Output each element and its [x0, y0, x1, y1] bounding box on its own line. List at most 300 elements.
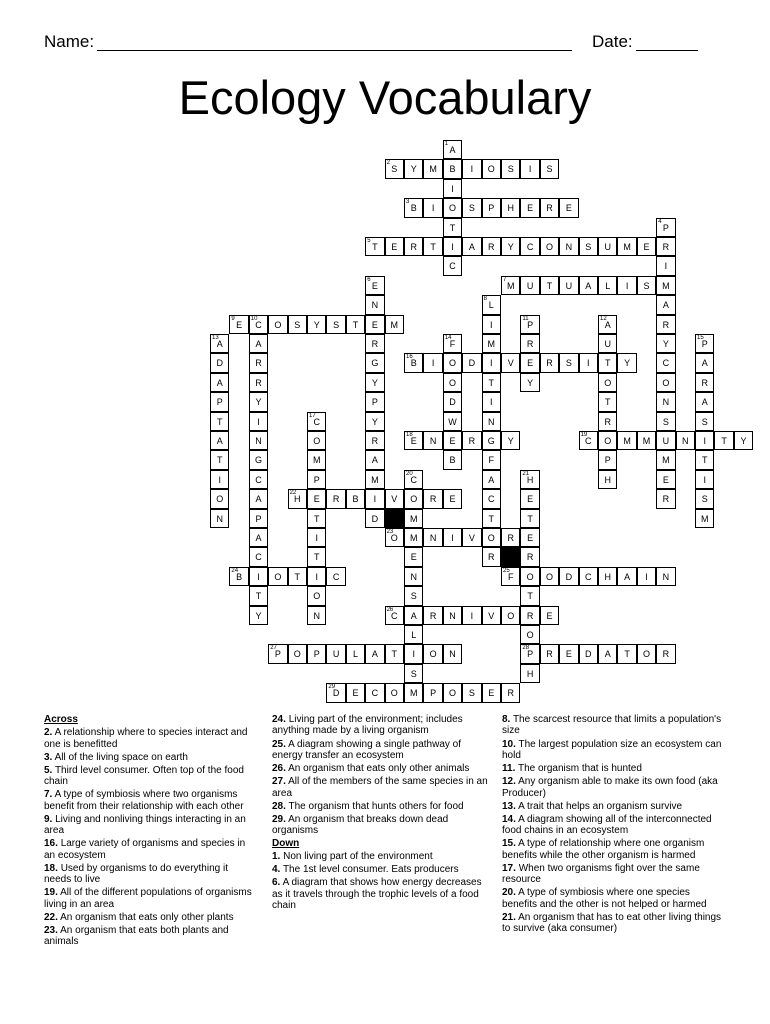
grid-cell[interactable] [598, 470, 617, 489]
cell-letter: M [623, 242, 631, 252]
grid-cell[interactable] [404, 431, 423, 450]
grid-cell[interactable] [520, 586, 539, 605]
grid-cell[interactable] [656, 489, 675, 508]
cell-letter: F [507, 571, 514, 582]
grid-cell[interactable] [598, 334, 617, 353]
grid-cell[interactable] [423, 353, 442, 372]
grid-cell[interactable] [462, 353, 481, 372]
clue-number: 7 [503, 276, 507, 283]
grid-cell[interactable] [307, 412, 326, 431]
grid-cell[interactable] [482, 315, 501, 334]
grid-cell[interactable] [520, 606, 539, 625]
grid-cell[interactable] [598, 644, 617, 663]
grid-cell[interactable] [540, 644, 559, 663]
grid-cell[interactable] [443, 140, 462, 159]
grid-cell[interactable] [695, 392, 714, 411]
grid-cell[interactable] [326, 644, 345, 663]
cell-letter: G [371, 358, 379, 369]
grid-cell[interactable] [423, 683, 442, 702]
grid-cell[interactable] [501, 528, 520, 547]
grid-cell[interactable] [307, 470, 326, 489]
grid-cell[interactable] [365, 276, 384, 295]
grid-cell[interactable] [501, 683, 520, 702]
grid-cell[interactable] [249, 412, 268, 431]
grid-cell[interactable] [346, 683, 365, 702]
grid-cell[interactable] [482, 198, 501, 217]
grid-cell[interactable] [462, 198, 481, 217]
grid-cell[interactable] [249, 606, 268, 625]
grid-cell[interactable] [288, 567, 307, 586]
grid-cell[interactable] [482, 412, 501, 431]
grid-cell[interactable] [462, 683, 481, 702]
grid-cell[interactable] [598, 237, 617, 256]
grid-cell[interactable] [637, 431, 656, 450]
grid-cell[interactable] [404, 586, 423, 605]
grid-cell[interactable] [404, 567, 423, 586]
grid-cell[interactable] [365, 683, 384, 702]
grid-cell[interactable] [443, 392, 462, 411]
cell-letter: O [487, 533, 495, 543]
grid-cell[interactable] [385, 159, 404, 178]
clue-number: 3 [406, 199, 410, 206]
grid-cell[interactable] [249, 373, 268, 392]
grid-cell[interactable] [617, 237, 636, 256]
grid-cell[interactable] [229, 567, 248, 586]
grid-cell[interactable] [210, 392, 229, 411]
grid-cell[interactable] [365, 489, 384, 508]
grid-cell[interactable] [482, 237, 501, 256]
grid-cell[interactable] [520, 276, 539, 295]
grid-cell[interactable] [559, 353, 578, 372]
grid-cell[interactable] [520, 353, 539, 372]
grid-cell[interactable] [656, 256, 675, 275]
cell-letter: I [257, 416, 260, 427]
grid-cell[interactable] [579, 237, 598, 256]
cell-letter: T [527, 513, 533, 524]
grid-cell[interactable] [249, 489, 268, 508]
cell-letter: V [507, 358, 514, 369]
grid-cell[interactable] [598, 450, 617, 469]
grid-cell[interactable] [656, 567, 675, 586]
grid-cell[interactable] [423, 489, 442, 508]
grid-cell[interactable] [598, 353, 617, 372]
grid-cell[interactable] [695, 373, 714, 392]
grid-cell[interactable] [482, 606, 501, 625]
grid-cell[interactable] [482, 295, 501, 314]
grid-cell[interactable] [462, 159, 481, 178]
grid-cell[interactable] [404, 664, 423, 683]
cell-letter: A [255, 533, 262, 543]
grid-cell[interactable] [404, 683, 423, 702]
grid-cell[interactable] [307, 509, 326, 528]
grid-cell[interactable] [462, 237, 481, 256]
grid-cell[interactable] [307, 315, 326, 334]
grid-cell[interactable] [443, 606, 462, 625]
grid-cell[interactable] [210, 489, 229, 508]
grid-cell[interactable] [501, 198, 520, 217]
cell-letter: R [701, 377, 708, 388]
grid-cell[interactable] [520, 470, 539, 489]
grid-cell[interactable] [656, 470, 675, 489]
grid-cell[interactable] [656, 431, 675, 450]
grid-cell[interactable] [637, 276, 656, 295]
grid-cell[interactable] [307, 489, 326, 508]
cell-letter: H [604, 571, 611, 582]
grid-cell[interactable] [501, 606, 520, 625]
grid-cell[interactable] [656, 644, 675, 663]
grid-cell[interactable] [307, 644, 326, 663]
cell-letter: C [255, 474, 262, 485]
cell-letter: D [468, 358, 476, 369]
cell-letter: O [390, 688, 398, 699]
cell-letter: L [605, 280, 611, 291]
black-square [501, 547, 520, 566]
grid-cell[interactable] [520, 198, 539, 217]
grid-cell[interactable] [404, 509, 423, 528]
grid-cell[interactable] [365, 431, 384, 450]
grid-cell[interactable] [656, 392, 675, 411]
grid-cell[interactable] [385, 489, 404, 508]
grid-cell[interactable] [210, 353, 229, 372]
grid-cell[interactable] [210, 431, 229, 450]
grid-cell[interactable] [249, 528, 268, 547]
cell-letter: E [371, 280, 378, 291]
grid-cell[interactable] [404, 159, 423, 178]
grid-cell[interactable] [210, 470, 229, 489]
grid-cell[interactable] [346, 644, 365, 663]
grid-cell[interactable] [695, 489, 714, 508]
grid-cell[interactable] [559, 198, 578, 217]
grid-cell[interactable] [365, 450, 384, 469]
grid-cell[interactable] [520, 373, 539, 392]
grid-cell[interactable] [656, 353, 675, 372]
grid-cell[interactable] [443, 431, 462, 450]
grid-cell[interactable] [346, 315, 365, 334]
grid-cell[interactable] [482, 159, 501, 178]
grid-cell[interactable] [579, 276, 598, 295]
grid-cell[interactable] [520, 315, 539, 334]
grid-cell[interactable] [307, 606, 326, 625]
grid-cell[interactable] [656, 276, 675, 295]
cell-letter: N [565, 242, 573, 252]
grid-cell[interactable] [540, 567, 559, 586]
grid-cell[interactable] [249, 392, 268, 411]
grid-cell[interactable] [288, 644, 307, 663]
grid-cell[interactable] [423, 606, 442, 625]
grid-cell[interactable] [520, 489, 539, 508]
grid-cell[interactable] [288, 315, 307, 334]
grid-cell[interactable] [346, 489, 365, 508]
grid-cell[interactable] [288, 489, 307, 508]
grid-cell[interactable] [423, 431, 442, 450]
grid-cell[interactable] [579, 567, 598, 586]
grid-cell[interactable] [443, 528, 462, 547]
grid-cell[interactable] [617, 567, 636, 586]
grid-cell[interactable] [540, 606, 559, 625]
cell-letter: U [604, 242, 611, 252]
grid-cell[interactable] [501, 567, 520, 586]
grid-cell[interactable] [326, 315, 345, 334]
grid-cell[interactable] [365, 470, 384, 489]
grid-cell[interactable] [443, 256, 462, 275]
grid-cell[interactable] [714, 431, 733, 450]
grid-cell[interactable] [598, 567, 617, 586]
grid-cell[interactable] [326, 489, 345, 508]
grid-cell[interactable] [249, 334, 268, 353]
cell-letter: I [625, 280, 629, 291]
grid-cell[interactable] [617, 644, 636, 663]
grid-cell[interactable] [385, 315, 404, 334]
grid-cell[interactable] [579, 353, 598, 372]
grid-cell[interactable] [482, 489, 501, 508]
grid-cell[interactable] [520, 644, 539, 663]
grid-cell[interactable] [268, 644, 287, 663]
grid-cell[interactable] [501, 431, 520, 450]
clue-number: 4 [658, 218, 662, 225]
grid-cell[interactable] [734, 431, 753, 450]
grid-cell[interactable] [501, 159, 520, 178]
cell-letter: R [546, 649, 553, 660]
grid-cell[interactable] [307, 450, 326, 469]
grid-cell[interactable] [268, 315, 287, 334]
grid-cell[interactable] [385, 528, 404, 547]
grid-cell[interactable] [443, 412, 462, 431]
grid-cell[interactable] [520, 664, 539, 683]
grid-cell[interactable] [326, 683, 345, 702]
grid-cell[interactable] [579, 431, 598, 450]
grid-cell[interactable] [501, 237, 520, 256]
grid-cell[interactable] [482, 509, 501, 528]
grid-cell[interactable] [695, 334, 714, 353]
grid-cell[interactable] [210, 373, 229, 392]
grid-cell[interactable] [637, 644, 656, 663]
grid-cell[interactable] [326, 567, 345, 586]
grid-cell[interactable] [540, 353, 559, 372]
grid-cell[interactable] [365, 644, 384, 663]
grid-cell[interactable] [385, 606, 404, 625]
grid-cell[interactable] [482, 450, 501, 469]
grid-cell[interactable] [520, 237, 539, 256]
grid-cell[interactable] [482, 470, 501, 489]
grid-cell[interactable] [540, 276, 559, 295]
grid-cell[interactable] [404, 547, 423, 566]
grid-cell[interactable] [540, 237, 559, 256]
grid-cell[interactable] [365, 509, 384, 528]
grid-cell[interactable] [559, 276, 578, 295]
grid-cell[interactable] [443, 334, 462, 353]
grid-cell[interactable] [365, 295, 384, 314]
grid-cell[interactable] [443, 237, 462, 256]
grid-cell[interactable] [404, 198, 423, 217]
grid-cell[interactable] [598, 392, 617, 411]
clue-number: 19 [580, 432, 588, 438]
grid-cell[interactable] [385, 644, 404, 663]
grid-cell[interactable] [520, 528, 539, 547]
grid-cell[interactable] [520, 509, 539, 528]
cell-letter: A [255, 339, 262, 349]
grid-cell[interactable] [482, 373, 501, 392]
grid-cell[interactable] [695, 431, 714, 450]
grid-cell[interactable] [656, 315, 675, 334]
grid-cell[interactable] [423, 159, 442, 178]
grid-cell[interactable] [443, 353, 462, 372]
clue-down-6: 6. A diagram that shows how energy decreases as it travels through the trophic levels of a food chain [272, 877, 482, 912]
grid-cell[interactable] [520, 159, 539, 178]
grid-cell[interactable] [443, 179, 462, 198]
grid-cell[interactable] [249, 450, 268, 469]
grid-cell[interactable] [210, 450, 229, 469]
grid-cell[interactable] [423, 237, 442, 256]
grid-cell[interactable] [404, 237, 423, 256]
grid-cell[interactable] [656, 295, 675, 314]
cell-letter: A [371, 455, 378, 466]
clue-across-29: 29. An organism that breaks down dead organisms [272, 813, 449, 837]
cell-letter: B [236, 571, 243, 582]
grid-cell[interactable] [598, 315, 617, 334]
cell-letter: S [565, 358, 572, 369]
grid-cell[interactable] [365, 334, 384, 353]
grid-cell[interactable] [249, 509, 268, 528]
grid-cell[interactable] [579, 644, 598, 663]
grid-cell[interactable] [482, 353, 501, 372]
cell-letter: C [255, 552, 262, 563]
grid-cell[interactable] [365, 392, 384, 411]
grid-cell[interactable] [540, 159, 559, 178]
cell-letter: E [546, 610, 553, 621]
grid-cell[interactable] [385, 683, 404, 702]
grid-cell[interactable] [404, 606, 423, 625]
grid-cell[interactable] [404, 353, 423, 372]
grid-cell[interactable] [404, 489, 423, 508]
grid-cell[interactable] [482, 547, 501, 566]
grid-cell[interactable] [249, 315, 268, 334]
grid-cell[interactable] [307, 547, 326, 566]
grid-cell[interactable] [307, 586, 326, 605]
grid-cell[interactable] [617, 353, 636, 372]
clue-number: 16 [406, 354, 413, 361]
grid-cell[interactable] [482, 528, 501, 547]
grid-cell[interactable] [656, 450, 675, 469]
grid-cell[interactable] [462, 606, 481, 625]
grid-cell[interactable] [520, 334, 539, 353]
grid-cell[interactable] [520, 547, 539, 566]
grid-cell[interactable] [676, 431, 695, 450]
cell-letter: A [604, 649, 611, 660]
grid-cell[interactable] [559, 644, 578, 663]
grid-cell[interactable] [656, 334, 675, 353]
grid-cell[interactable] [695, 412, 714, 431]
grid-cell[interactable] [423, 644, 442, 663]
cell-letter: O [274, 571, 282, 582]
grid-cell[interactable] [443, 198, 462, 217]
cell-letter: V [468, 533, 475, 543]
grid-cell[interactable] [443, 644, 462, 663]
grid-cell[interactable] [617, 276, 636, 295]
grid-cell[interactable] [229, 315, 248, 334]
grid-cell[interactable] [559, 237, 578, 256]
grid-cell[interactable] [404, 625, 423, 644]
grid-cell[interactable] [249, 567, 268, 586]
grid-cell[interactable] [656, 373, 675, 392]
grid-cell[interactable] [482, 334, 501, 353]
grid-cell[interactable] [365, 412, 384, 431]
grid-cell[interactable] [637, 237, 656, 256]
cell-letter: O [410, 494, 418, 505]
grid-cell[interactable] [656, 412, 675, 431]
grid-cell[interactable] [365, 373, 384, 392]
grid-cell[interactable] [210, 412, 229, 431]
grid-cell[interactable] [598, 276, 617, 295]
grid-cell[interactable] [540, 198, 559, 217]
grid-cell[interactable] [520, 625, 539, 644]
grid-cell[interactable] [443, 218, 462, 237]
grid-cell[interactable] [462, 528, 481, 547]
grid-cell[interactable] [423, 528, 442, 547]
grid-cell[interactable] [443, 450, 462, 469]
grid-cell[interactable] [598, 431, 617, 450]
grid-cell[interactable] [365, 315, 384, 334]
grid-cell[interactable] [482, 683, 501, 702]
grid-cell[interactable] [249, 353, 268, 372]
grid-cell[interactable] [559, 567, 578, 586]
cell-letter: U [662, 436, 670, 446]
grid-cell[interactable] [423, 198, 442, 217]
grid-cell[interactable] [482, 392, 501, 411]
grid-cell[interactable] [249, 431, 268, 450]
cell-letter: S [333, 319, 340, 330]
grid-cell[interactable] [656, 218, 675, 237]
grid-cell[interactable] [443, 159, 462, 178]
cell-letter: I [412, 649, 415, 660]
grid-cell[interactable] [482, 431, 501, 450]
grid-cell[interactable] [249, 470, 268, 489]
grid-cell[interactable] [598, 412, 617, 431]
grid-cell[interactable] [307, 431, 326, 450]
grid-cell[interactable] [385, 237, 404, 256]
grid-cell[interactable] [307, 528, 326, 547]
grid-cell[interactable] [365, 353, 384, 372]
grid-cell[interactable] [598, 373, 617, 392]
grid-cell[interactable] [501, 353, 520, 372]
grid-cell[interactable] [268, 567, 287, 586]
grid-cell[interactable] [695, 450, 714, 469]
cell-letter: E [527, 494, 534, 505]
grid-cell[interactable] [365, 237, 384, 256]
grid-cell[interactable] [637, 567, 656, 586]
grid-cell[interactable] [695, 470, 714, 489]
cell-letter: R [410, 242, 417, 252]
grid-cell[interactable] [404, 528, 423, 547]
grid-cell[interactable] [520, 567, 539, 586]
grid-cell[interactable] [249, 586, 268, 605]
grid-cell[interactable] [210, 334, 229, 353]
grid-cell[interactable] [462, 431, 481, 450]
grid-cell[interactable] [443, 683, 462, 702]
grid-cell[interactable] [695, 353, 714, 372]
grid-cell[interactable] [307, 567, 326, 586]
grid-cell[interactable] [443, 373, 462, 392]
grid-cell[interactable] [443, 489, 462, 508]
grid-cell[interactable] [249, 547, 268, 566]
grid-cell[interactable] [695, 509, 714, 528]
grid-cell[interactable] [210, 509, 229, 528]
grid-cell[interactable] [404, 644, 423, 663]
grid-cell[interactable] [501, 276, 520, 295]
grid-cell[interactable] [617, 431, 636, 450]
cell-letter: T [721, 436, 727, 446]
grid-cell[interactable] [404, 470, 423, 489]
grid-cell[interactable] [656, 237, 675, 256]
